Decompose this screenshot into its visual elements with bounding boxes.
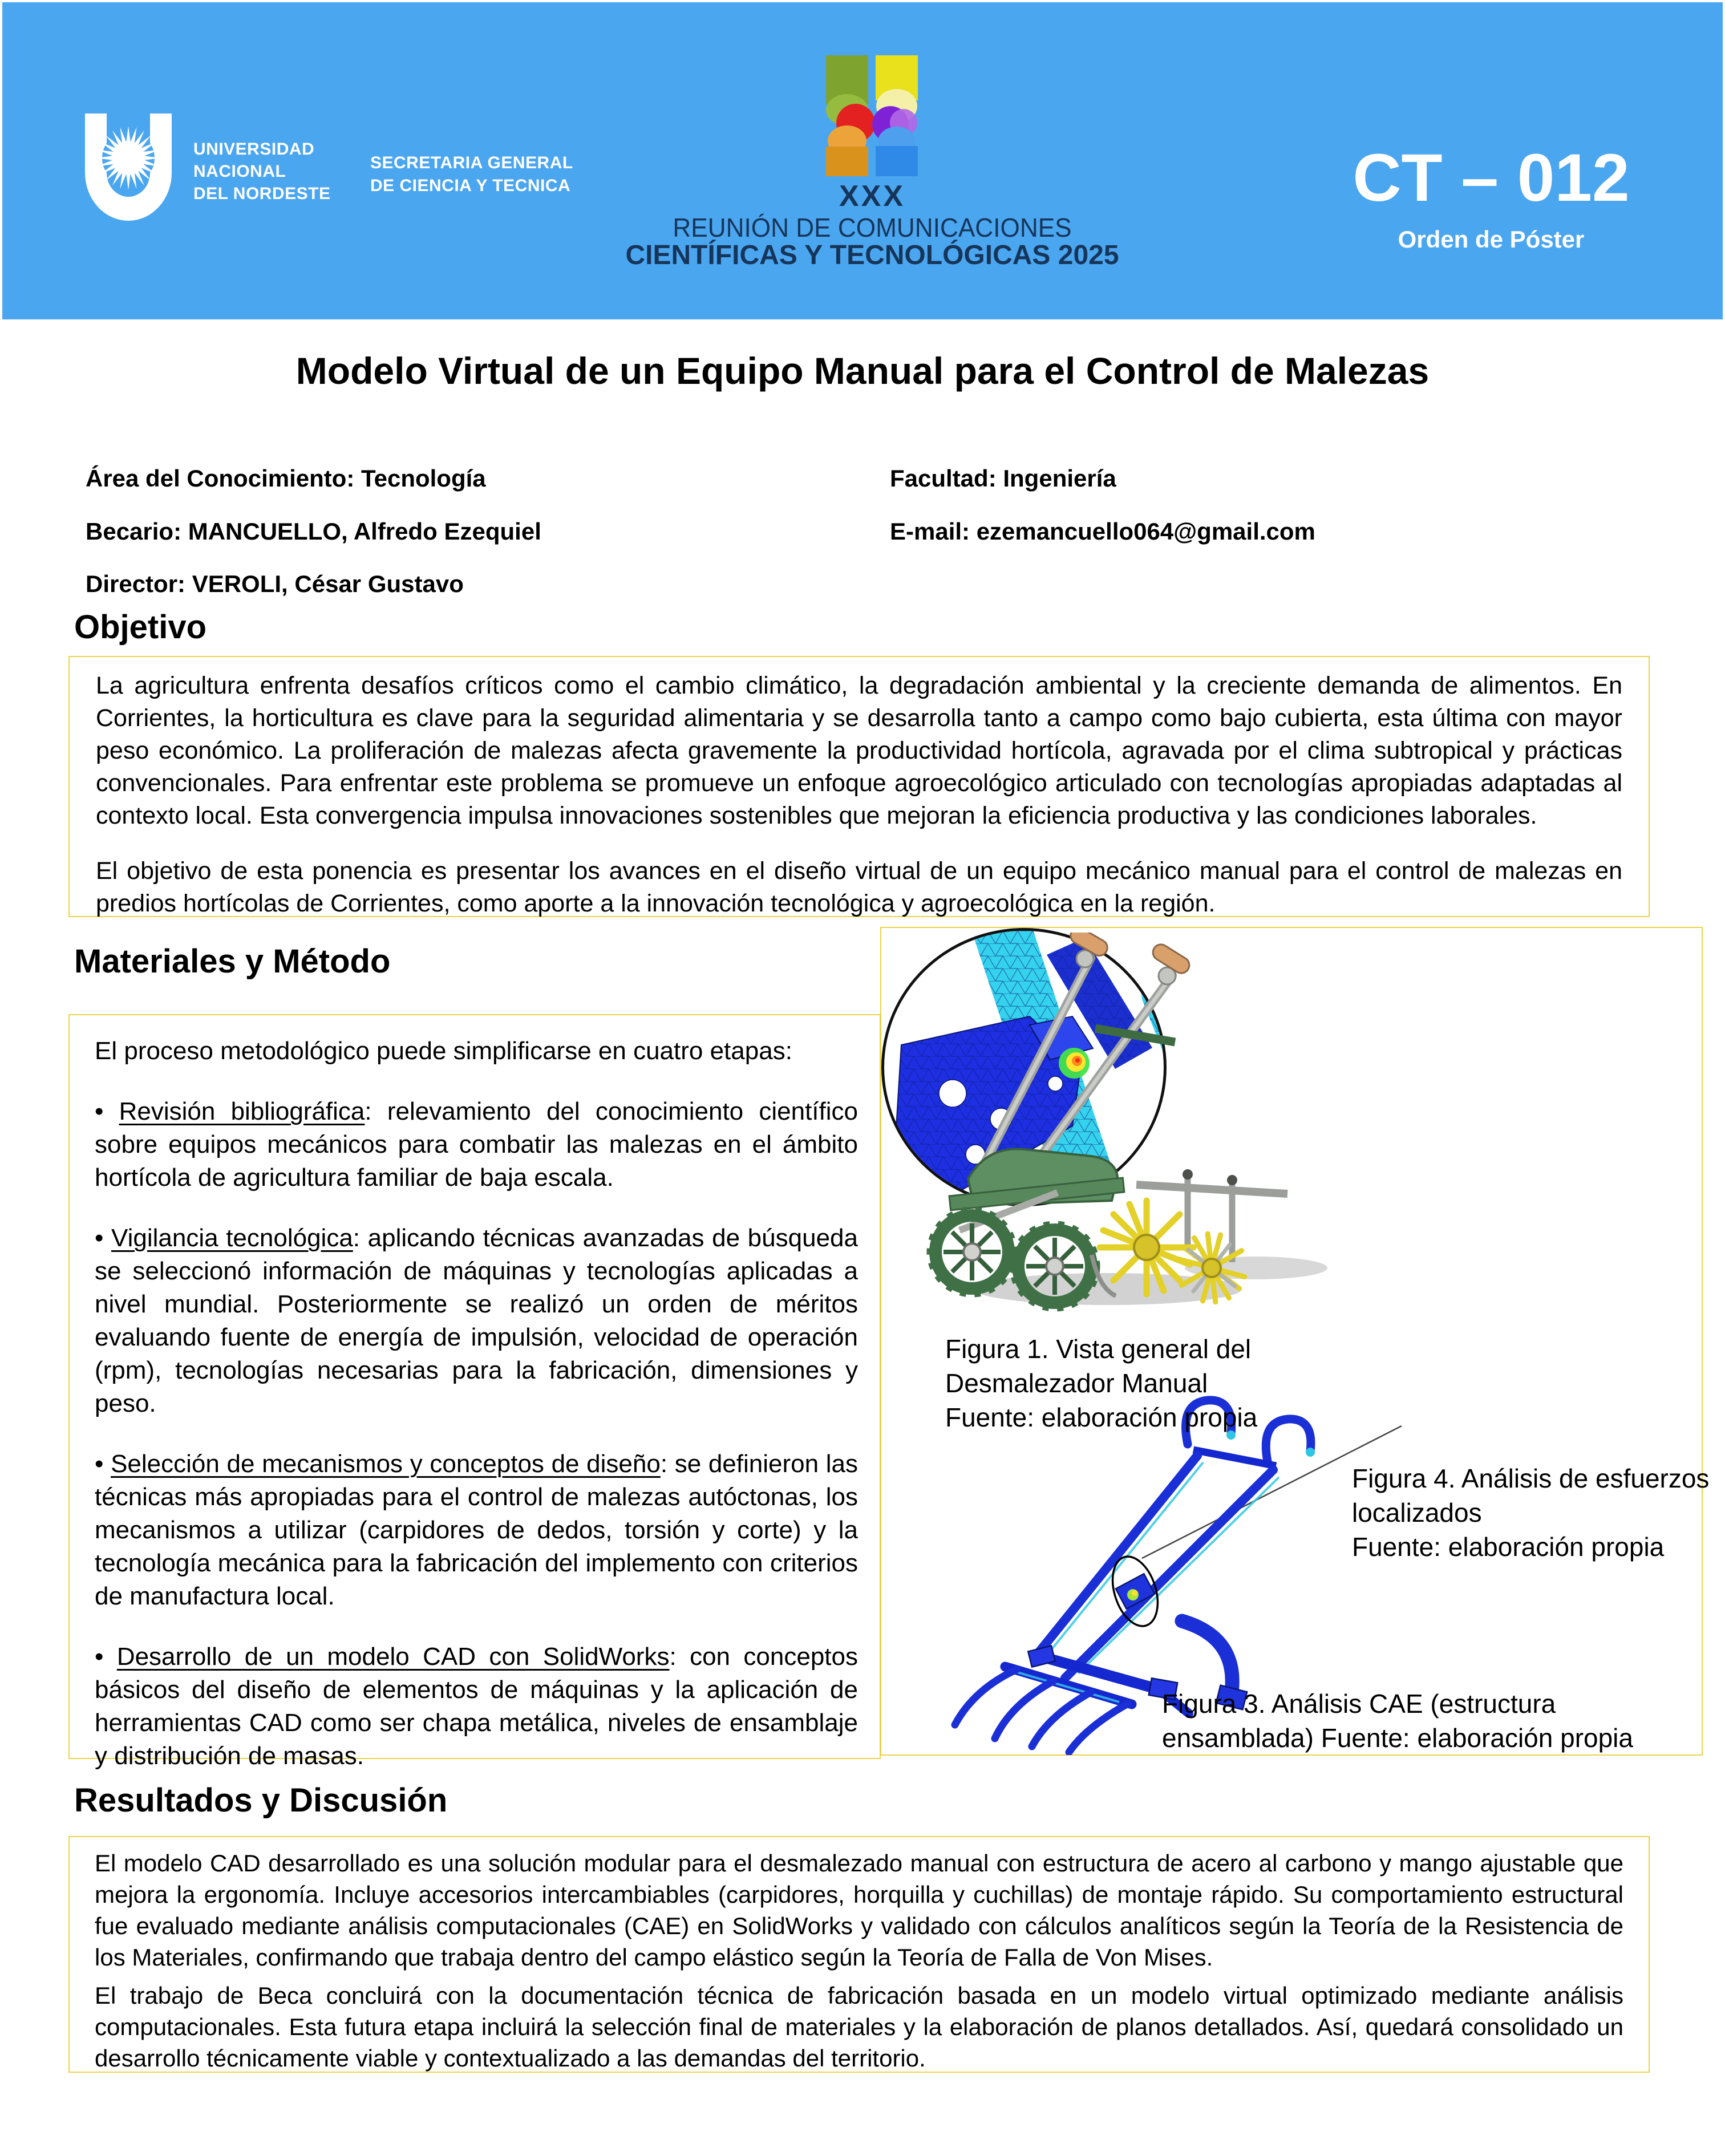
- university-name-line: DEL NORDESTE: [193, 184, 331, 203]
- metodo-bullet: [95, 1640, 858, 1773]
- figure-4-caption: [1352, 1461, 1717, 1564]
- metodo-bullet-lead: Desarrollo de un modelo CAD con SolidWorks: [116, 1643, 670, 1671]
- caption-line: Fuente: elaboración propia: [945, 1403, 1258, 1432]
- caption-line: Figura 4. Análisis de esfuerzos: [1352, 1464, 1710, 1493]
- objetivo-paragraph-1: La agricultura enfrenta desafíos críticos como el cambio climático, la degradación ambiental y la creciente demanda de alimentos. En Corrientes, la horticultura es clave para la seguridad alimentaria y se desarrolla tanto a campo como bajo cubierta, esta última con mayor peso económico. La proliferación de malezas afecta gravemente la productividad hortícola, agravada por el clima subtropical y prácticas convencionales. Para enfrentar este problema se promueve un enfoque agroecológico articulado con tecnologías apropiadas adaptadas al contexto local. Esta convergencia impulsa innovaciones sostenibles que mejoran la eficiencia productiva y las condiciones laborales.: [96, 672, 1622, 829]
- resultados-paragraph-1: El modelo CAD desarrollado es una solución modular para el desmalezado manual con estructura de acero al carbono y mango ajustable que mejora la ergonomía. Incluye accesorios intercambiables (carpidores, horquilla y cuchillas) de montaje rápido. Su comportamiento estructural fue evaluado mediante análisis computacionales (CAE) en SolidWorks y validado con cálculos analíticos según la Teoría de la Resistencia de los Materiales, confirmando que trabaja dentro del campo elástico según la Teoría de Falla de Von Mises.: [95, 1850, 1623, 1971]
- metodo-bullet-text: : aplicando técnicas avanzadas de búsqueda se seleccionó información de máquinas y tecnologías aplicadas a nivel mundial. Posteriormente se realizó un orden de méritos evaluando fuente de energía de impulsión, velocidad de operación (rpm), tecnologías necesarias para la fabricación, dimensiones y peso.: [95, 1224, 858, 1417]
- caption-line: ensamblada) Fuente: elaboración propia: [1162, 1723, 1633, 1753]
- poster-code: CT – 012: [1353, 140, 1630, 216]
- caption-line: Figura 1. Vista general del: [945, 1334, 1252, 1364]
- caption-line: Desmalezador Manual: [945, 1368, 1208, 1398]
- resultados-paragraph-2: El trabajo de Beca concluirá con la documentación técnica de fabricación basada en un modelo virtual optimizado mediante análisis computacionales. Esta futura etapa incluirá la selección final de materiales y la elaboración de planos detallados. Así, quedará consolidado un desarrollo técnicamente viable y contextualizado a las demandas del territorio.: [95, 1982, 1623, 2072]
- metodo-intro: El proceso metodológico puede simplificarse en cuatro etapas:: [95, 1037, 792, 1065]
- metodo-bullet: [95, 1448, 858, 1613]
- caption-line: Fuente: elaboración propia: [1352, 1532, 1665, 1562]
- secretary-name-line: SECRETARIA GENERAL: [370, 153, 573, 172]
- figures-panel: [880, 927, 1710, 1756]
- bullet-marker: •: [95, 1643, 117, 1671]
- metodo-bullet-lead: Vigilancia tecnológica: [111, 1224, 353, 1252]
- event-title-line1: REUNIÓN DE COMUNICACIONES: [673, 213, 1072, 242]
- metodo-bullet: [95, 1095, 858, 1194]
- meta-email: E-mail: ezemancuello064@gmail.com: [890, 518, 1315, 545]
- section-heading-objetivo: Objetivo: [74, 609, 207, 646]
- meta-director: Director: VEROLI, César Gustavo: [86, 570, 464, 597]
- secretary-name: [370, 152, 573, 197]
- university-name: [193, 138, 330, 205]
- figure-1-cad-weeder-image: [920, 933, 1376, 1320]
- meta-becario: Becario: MANCUELLO, Alfredo Ezequiel: [86, 518, 541, 545]
- metodo-bullet-text: : relevamiento del conocimiento científico sobre equipos mecánicos para combatir las malezas en el ámbito hortícola de agricultura familiar de baja escala.: [95, 1097, 858, 1192]
- bullet-marker: •: [95, 1450, 111, 1478]
- meta-area: Área del Conocimiento: Tecnología: [86, 465, 486, 492]
- section-heading-metodo: Materiales y Método: [74, 943, 391, 980]
- resultados-box: [68, 1836, 1650, 2073]
- objetivo-box: [68, 656, 1650, 917]
- poster-order-label: Orden de Póster: [1398, 226, 1585, 253]
- metodo-bullet-text: : con conceptos básicos del diseño de elementos de máquinas y la aplicación de herramientas CAD como ser chapa metálica, niveles de ensamblaje y distribución de masas.: [95, 1643, 858, 1770]
- section-heading-resultados: Resultados y Discusión: [74, 1782, 448, 1819]
- caption-line: localizados: [1352, 1498, 1482, 1527]
- caption-line: Figura 3. Análisis CAE (estructura: [1162, 1689, 1556, 1719]
- unne-logo-icon: [85, 114, 172, 222]
- bullet-marker: •: [95, 1097, 119, 1125]
- metodo-bullet-text: : se definieron las técnicas más apropiadas para el control de malezas autóctonas, los mecanismos a utilizar (carpidores de dedos, torsión y corte) y la tecnología mecánica para la fabricación del implemento con criterios de manufactura local.: [95, 1450, 858, 1610]
- secretary-name-line: DE CIENCIA Y TECNICA: [370, 176, 571, 195]
- figure-3-caption: [1162, 1687, 1692, 1755]
- event-numeral: XXX: [839, 180, 906, 213]
- university-name-line: UNIVERSIDAD: [193, 140, 315, 159]
- event-title-line2: CIENTÍFICAS Y TECNOLÓGICAS 2025: [625, 240, 1119, 270]
- metodo-bullet-lead: Selección de mecanismos y conceptos de diseño: [111, 1450, 661, 1478]
- event-logo-icon: [826, 55, 918, 176]
- metodo-bullet-lead: Revisión bibliográfica: [119, 1097, 365, 1125]
- metodo-bullet: [95, 1222, 858, 1420]
- bullet-marker: •: [95, 1224, 112, 1252]
- meta-facultad: Facultad: Ingeniería: [890, 465, 1116, 492]
- poster-title: Modelo Virtual de un Equipo Manual para el Control de Malezas: [295, 350, 1430, 392]
- figure-1-caption: [945, 1332, 1322, 1434]
- header-banner: [2, 2, 1723, 319]
- metodo-box: [68, 1014, 881, 1770]
- university-name-line: NACIONAL: [193, 162, 286, 181]
- objetivo-paragraph-2: El objetivo de esta ponencia es presentar los avances en el diseño virtual de un equipo mecánico manual para el control de malezas en predios hortícolas de Corrientes, como aporte a la innovación tecnológica y agroecológica en la región.: [96, 857, 1622, 917]
